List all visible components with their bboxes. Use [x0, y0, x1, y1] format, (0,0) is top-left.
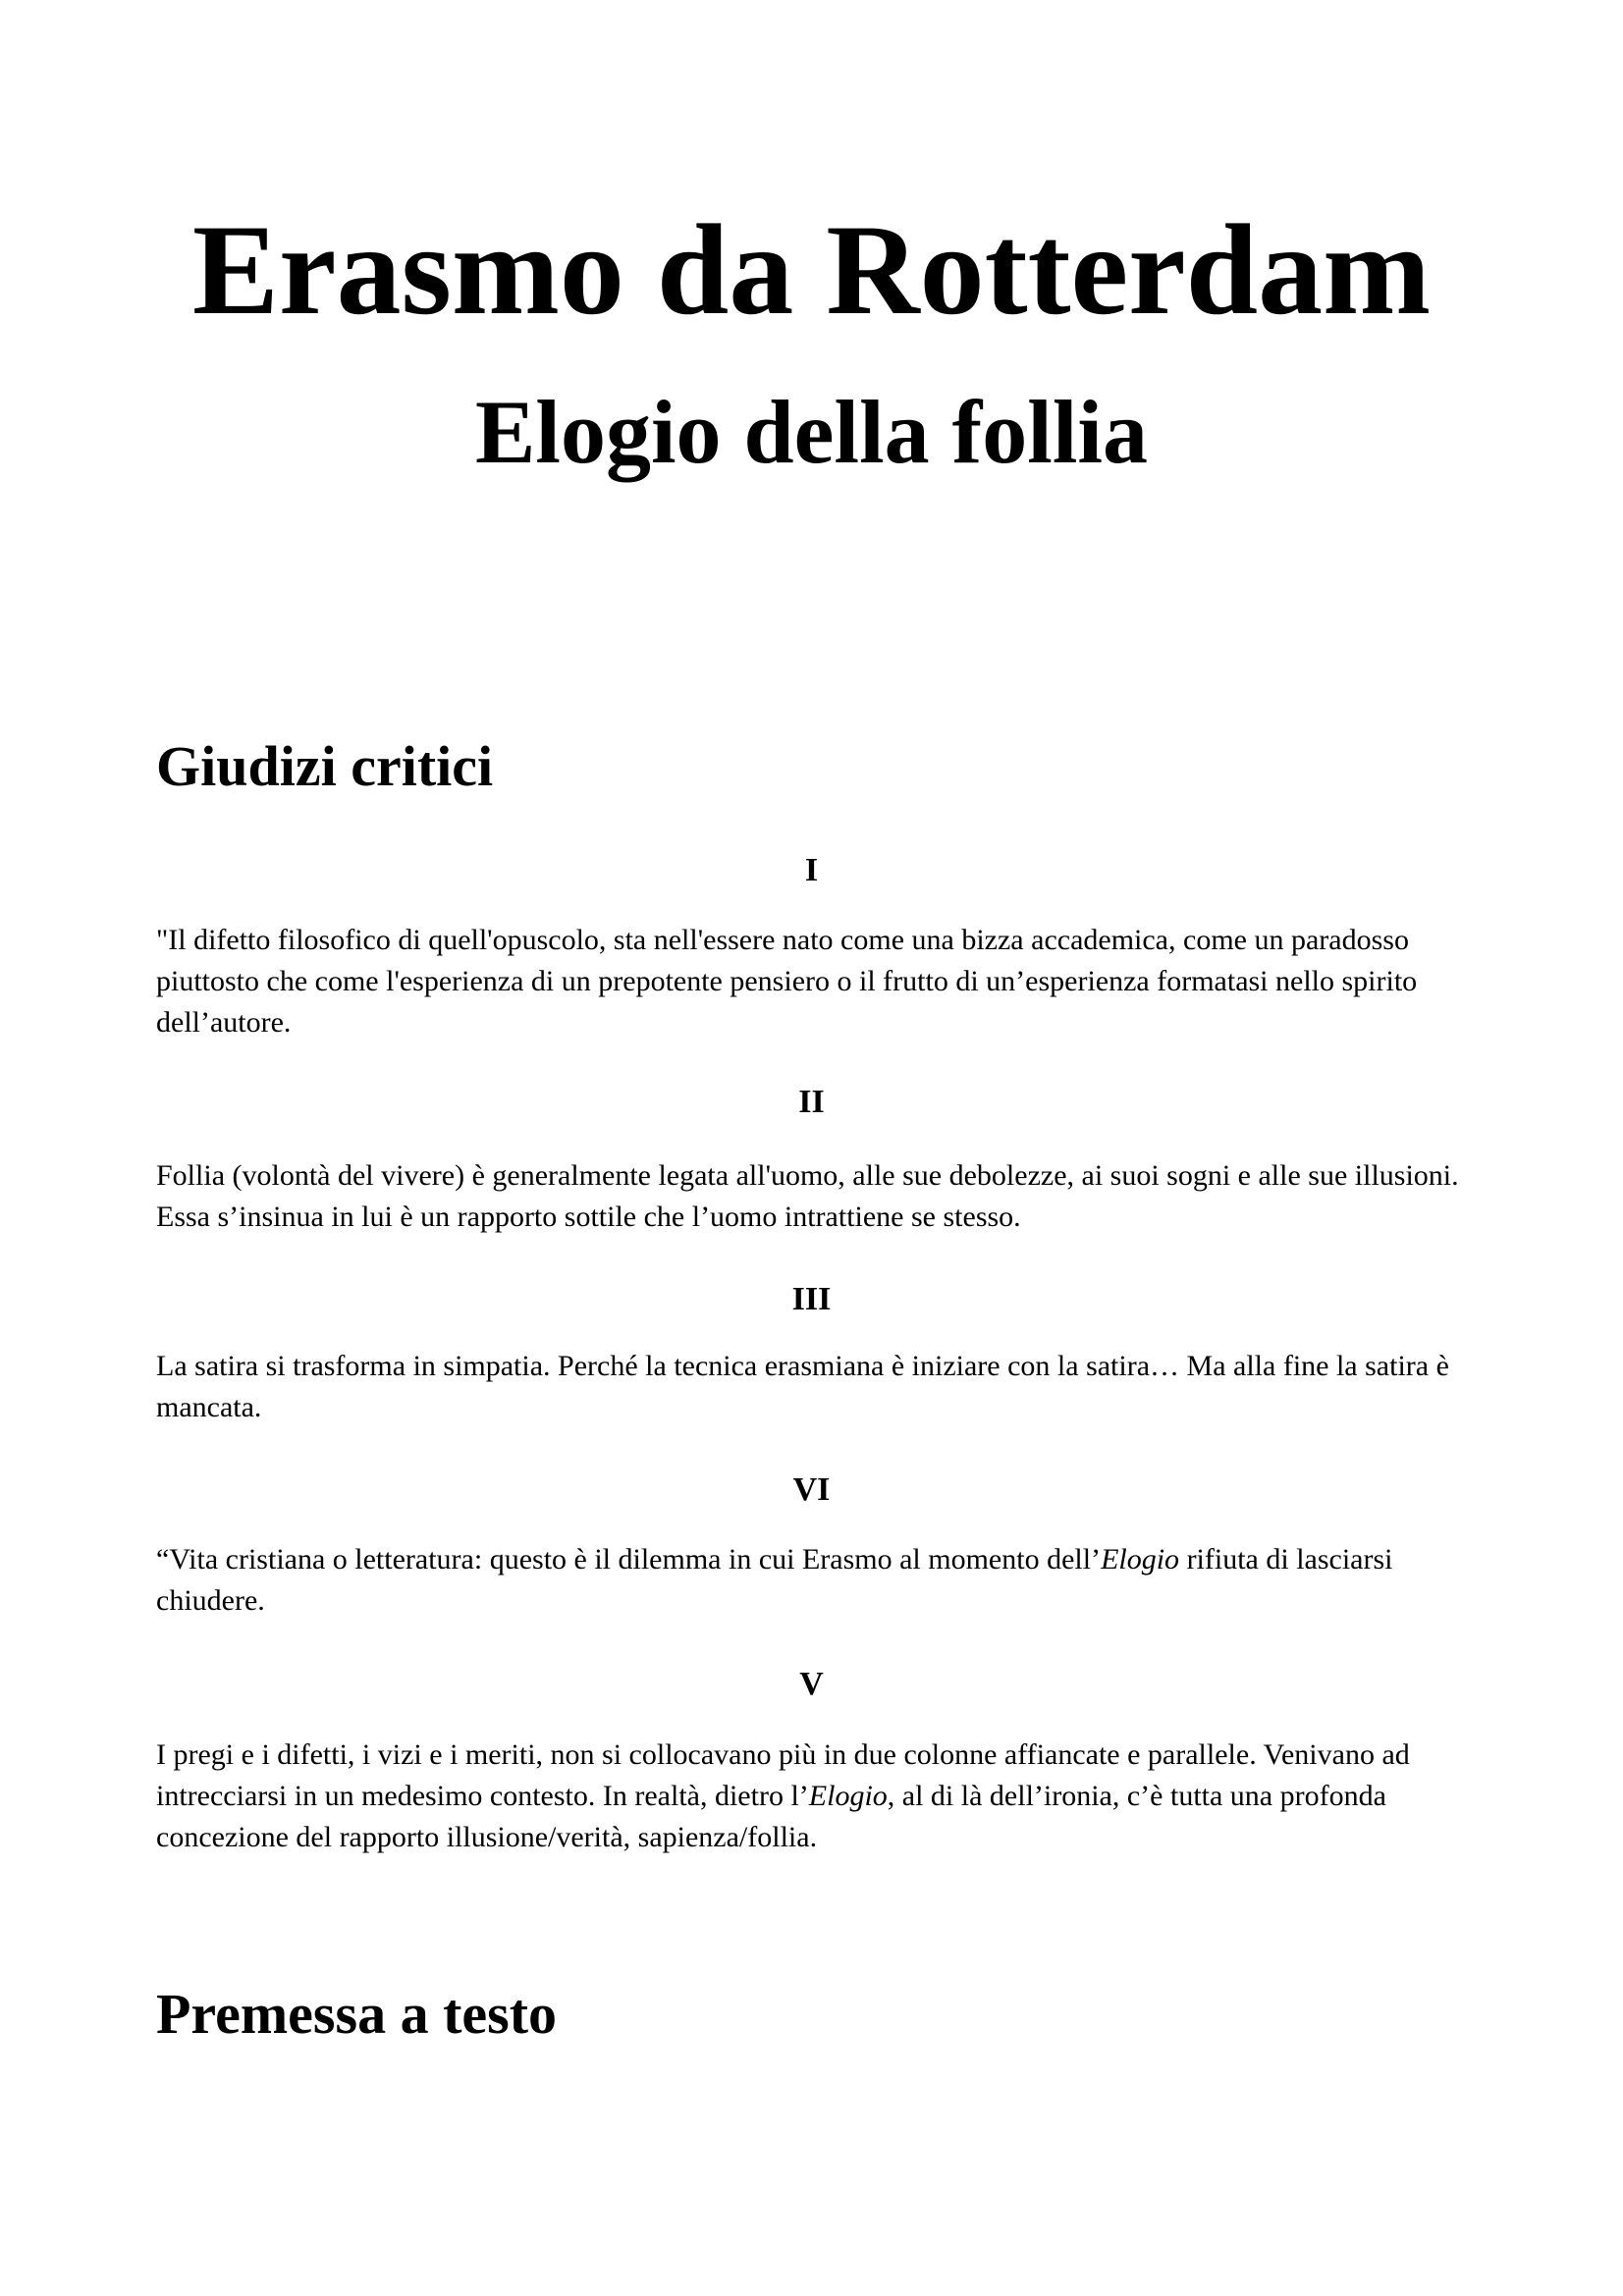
judgment-numeral-3: III: [791, 1281, 832, 1317]
judgment-text-5-part-1: I pregi e i difetti, i vizi e i meriti, non si collocavano più in due colonne affiancate e parallele. Venivano ad intrecciarsi in un medesimo contesto. In realtà, dietro l’: [156, 1738, 1410, 1812]
judgment-text-1: "Il difetto filosofico di quell'opuscolo, sta nell'essere nato come una bizza accademica, come un paradosso piuttosto che come l'esperienza di un prepotente pensiero o il frutto di un’esperienza formatasi nello spirito dell’autore.: [156, 924, 1418, 1039]
judgment-text-5: [156, 1735, 1477, 1858]
section-heading-giudizi-critici: Giudizi critici: [156, 734, 494, 798]
judgment-numeral-4: VI: [792, 1471, 831, 1508]
document-subtitle: Elogio della follia: [475, 382, 1148, 482]
judgment-numeral-5: V: [799, 1666, 824, 1702]
judgment-numeral-2: II: [798, 1084, 825, 1120]
document-title: Erasmo da Rotterdam: [191, 197, 1432, 342]
judgment-text-5-part-2: , al di là dell’ironia, c’è tutta una profonda concezione del rapporto illusione/verità, sapienza/follia.: [156, 1780, 1386, 1853]
judgment-text-4-part-2: rifiuta di lasciarsi chiudere.: [156, 1543, 1393, 1617]
judgment-text-2: Follia (volontà del vivere) è generalmente legata all'uomo, alle sue debolezze, ai suoi sogni e alle sue illusioni. Essa s’insinua in lui è un rapporto sottile che l’uomo intrattiene se stesso.: [156, 1159, 1459, 1233]
judgment-text-5-italic: Elogio: [808, 1780, 888, 1812]
judgment-text-4-italic: Elogio: [1101, 1543, 1180, 1575]
judgment-text-4: [156, 1539, 1477, 1622]
section-heading-premessa-a-testo: Premessa a testo: [156, 1982, 558, 2046]
judgment-text-3: La satira si trasforma in simpatia. Perché la tecnica erasmiana è iniziare con la satira… Ma alla fine la satira è mancata.: [156, 1350, 1449, 1423]
judgment-numeral-1: I: [804, 852, 819, 888]
judgment-text-4-part-1: “Vita cristiana o letteratura: questo è il dilemma in cui Erasmo al momento dell’: [156, 1543, 1102, 1575]
